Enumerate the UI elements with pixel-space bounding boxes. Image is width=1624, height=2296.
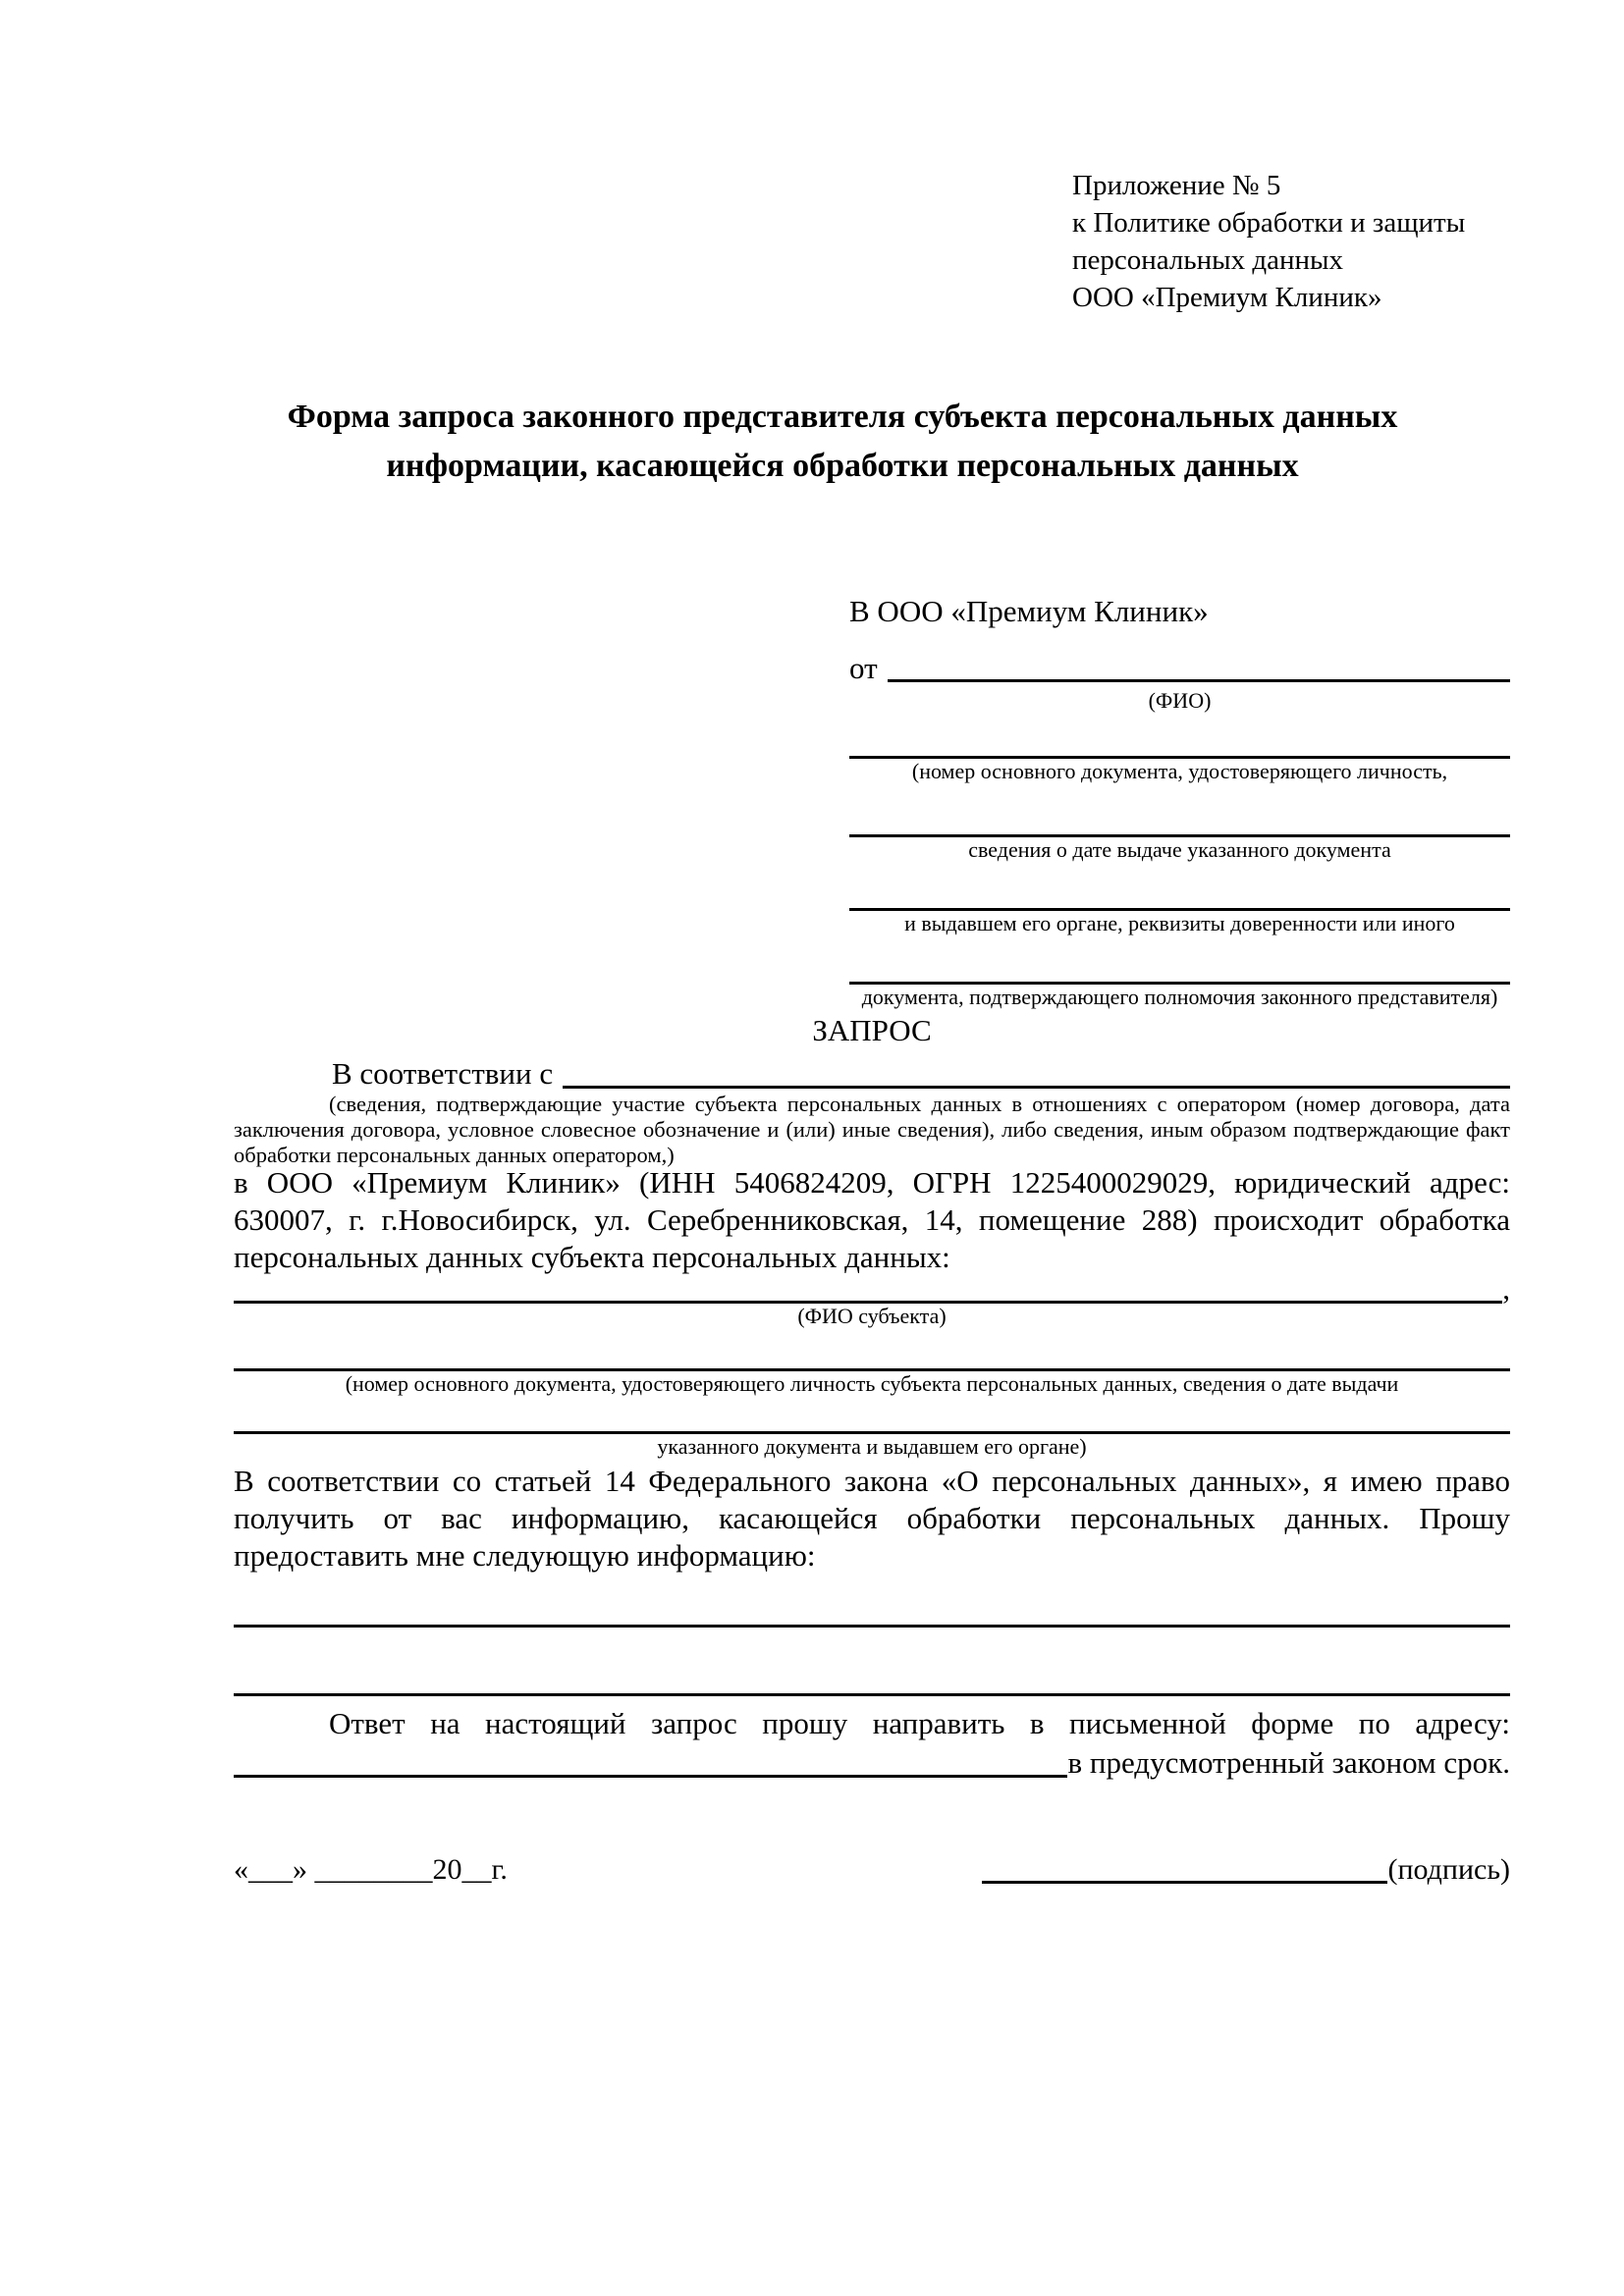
- reply-tail: в предусмотренный законом срок.: [1067, 1745, 1510, 1780]
- annex-block: [1072, 167, 1465, 316]
- document-title: [175, 393, 1510, 491]
- addressee-to: В ООО «Премиум Клиник»: [849, 594, 1209, 628]
- signature-row: [234, 1850, 1510, 1890]
- request-heading: ЗАПРОС: [812, 1013, 932, 1047]
- subject-fio-row: [234, 1271, 1510, 1306]
- document-title-line: информации, касающейся обработки персональных данных: [386, 448, 1299, 484]
- addressee-field: [849, 756, 1510, 784]
- from-label: от: [849, 651, 878, 685]
- fio-blank-line: [888, 679, 1510, 682]
- operator-paragraph: в ООО «Премиум Клиник» (ИНН 5406824209, ОГРН 1225400029029, юридический адрес: 630007, г. г.Новосибирск, ул. Серебренниковская, 14, помещение 288) происходит обработка персональных данных субъекта персональных данных:: [234, 1165, 1510, 1274]
- addressee-from-row: [849, 649, 1510, 688]
- reply-address-row: [234, 1743, 1510, 1783]
- signature-date: «___» ________20__г.: [234, 1853, 508, 1886]
- information-blank-line-1: [234, 1578, 1510, 1628]
- addressee-field: [849, 982, 1510, 1010]
- signature-blank-line: [982, 1881, 1387, 1884]
- accordance-label: В соответствии с: [332, 1056, 554, 1091]
- field-caption: (номер основного документа, удостоверяющего личность,: [911, 759, 1448, 783]
- field-caption: и выдавшем его органе, реквизиты доверенности или иного: [904, 911, 1455, 935]
- subject-document-caption-2: указанного документа и выдавшем его органе): [657, 1434, 1087, 1459]
- law-paragraph: В соответствии со статьей 14 Федерального закона «О персональных данных», я имею право получить от вас информацию, касающейся обработки персональных данных. Прошу предоставить мне следующую информацию:: [234, 1464, 1510, 1573]
- annex-line: персональных данных: [1072, 244, 1344, 276]
- addressee-block: [849, 592, 1510, 1010]
- document-title-line: Форма запроса законного представителя субъекта персональных данных: [287, 399, 1398, 435]
- addressee-field: [849, 908, 1510, 936]
- annex-line: Приложение № 5: [1072, 170, 1281, 201]
- subject-fio-caption: (ФИО субъекта): [797, 1304, 947, 1328]
- reply-address-blank-line: [234, 1775, 1067, 1778]
- accordance-blank-line: [563, 1086, 1510, 1089]
- accordance-row: [234, 1054, 1510, 1094]
- field-caption: документа, подтверждающего полномочия законного представителя): [861, 985, 1498, 1009]
- addressee-field: [849, 834, 1510, 863]
- subject-document-caption: (номер основного документа, удостоверяющего личность субъекта персональных данных, сведения о дате выдачи: [345, 1371, 1399, 1396]
- annex-line: ООО «Премиум Клиник»: [1072, 282, 1382, 313]
- fio-caption: (ФИО): [1148, 688, 1212, 713]
- subject-fio-comma: ,: [1502, 1271, 1510, 1306]
- field-caption: сведения о дате выдаче указанного документа: [968, 837, 1391, 862]
- reply-block: [234, 1704, 1510, 1783]
- reply-sentence: Ответ на настоящий запрос прошу направить в письменной форме по адресу:: [329, 1706, 1510, 1740]
- subject-fields-block: [234, 1271, 1510, 1460]
- annex-line: к Политике обработки и защиты: [1072, 207, 1466, 239]
- accordance-caption: (сведения, подтверждающие участие субъекта персональных данных в отношениях с оператором (номер договора, дата заключения договора, условное словесное обозначение и (или) иные сведения), либо сведения, иным образом подтверждающие факт обработки персональных данных оператором,): [234, 1092, 1510, 1167]
- signature-caption: (подпись): [1387, 1853, 1510, 1886]
- information-blank-line-2: [234, 1628, 1510, 1696]
- signature-right-group: [982, 1850, 1510, 1890]
